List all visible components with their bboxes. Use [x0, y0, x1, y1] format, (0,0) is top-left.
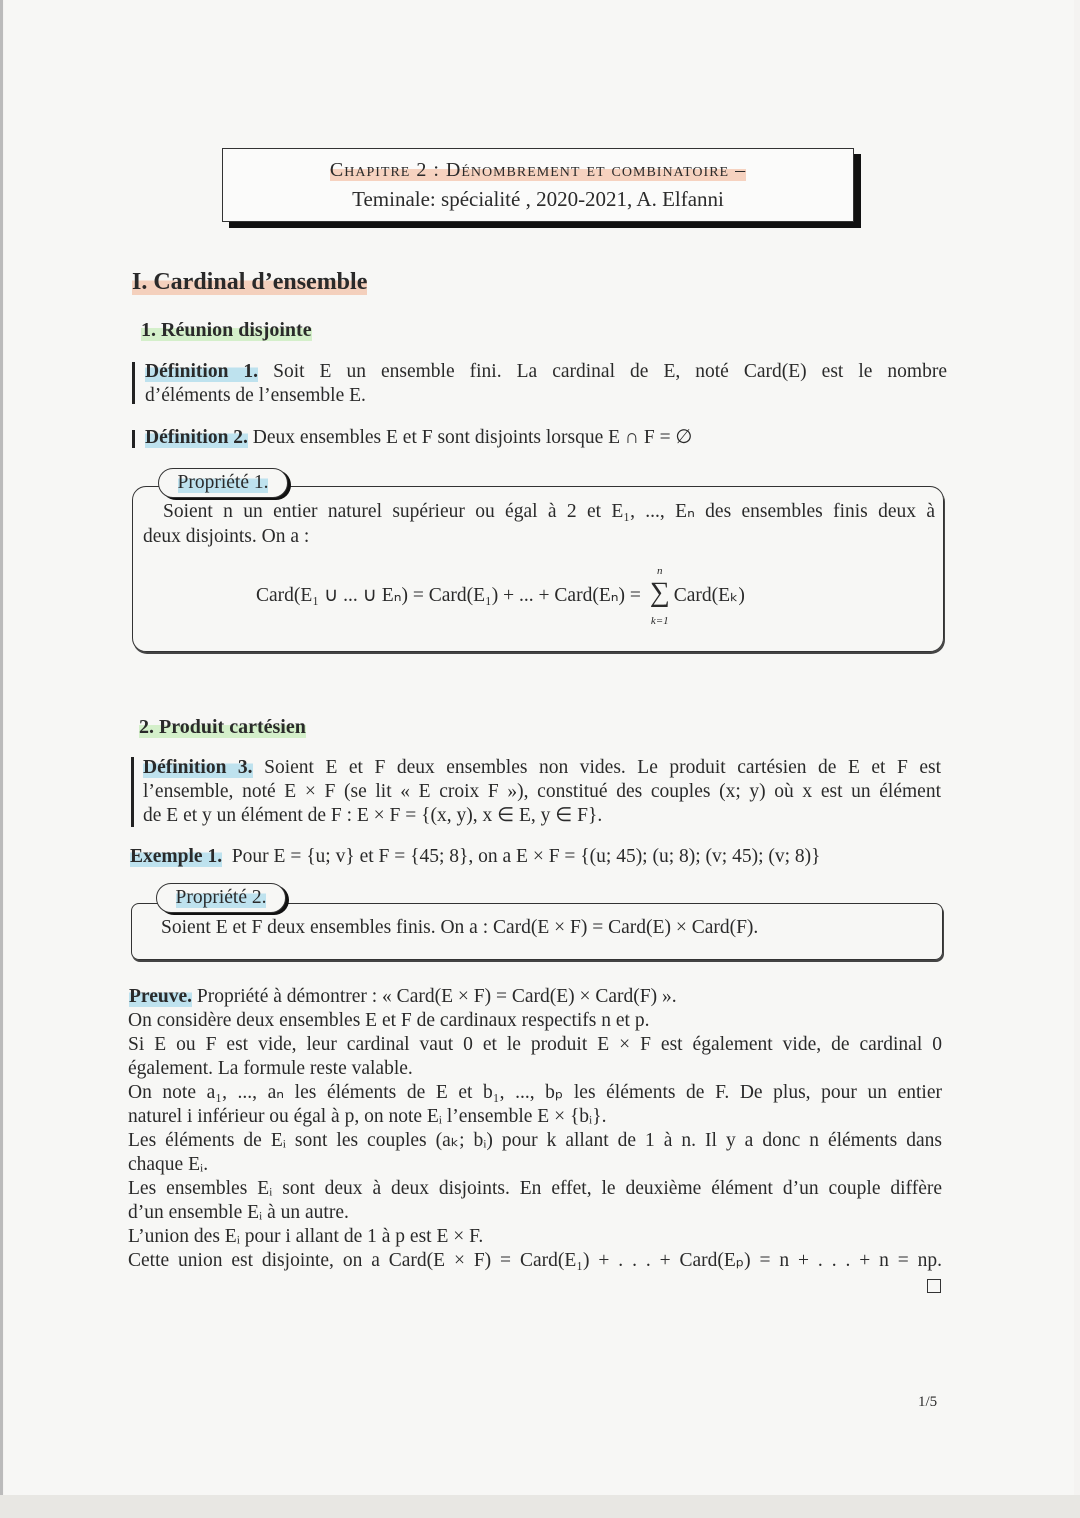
subsection-title	[141, 318, 312, 342]
definition-3-line: de E et y un élément de F : E × F = {(x, y), x ∈ E, y ∈ F}.	[143, 805, 603, 826]
proof-first-line	[129, 985, 677, 1009]
proof-line: également. La formule reste valable.	[128, 1058, 413, 1079]
definition-3-line	[143, 756, 941, 780]
definition-text: Soient E et F deux ensembles non vides. Le produit cartésien de E et F est	[264, 757, 942, 778]
subsection-title-text: 2. Produit cartésien	[139, 716, 306, 738]
property-formula	[256, 565, 745, 627]
property-label-tab	[156, 883, 286, 913]
proof-line: On note a₁, ..., aₙ les éléments de E et b₁, ..., bₚ les éléments de F. De plus, pour un entier	[128, 1082, 942, 1103]
section-title	[132, 270, 367, 294]
definition-1-line	[145, 360, 947, 384]
property-text: Soient E et F deux ensembles finis. On a : Card(E × F) = Card(E) × Card(F).	[161, 917, 759, 938]
definition-bar	[131, 757, 134, 827]
document-page	[4, 0, 1074, 1500]
property-label-tab	[158, 468, 288, 498]
proof-line: L’union des Eᵢ pour i allant de 1 à p est E × F.	[128, 1226, 484, 1247]
property-text-line: deux disjoints. On a :	[143, 526, 310, 547]
proof-line: Les ensembles Eᵢ sont deux à deux disjoints. En effet, le deuxième élément d’un couple diffère	[128, 1178, 942, 1199]
example-label: Exemple 1.	[130, 846, 223, 867]
definition-text: Soit E un ensemble fini. La cardinal de E, noté Card(E) est le nombre	[273, 361, 948, 382]
definition-bar	[132, 430, 135, 448]
definition-bar	[132, 362, 135, 404]
property-text-line: Soient n un entier naturel supérieur ou égal à 2 et E₁, ..., Eₙ des ensembles finis deux à	[163, 501, 935, 522]
definition-text: Deux ensembles E et F sont disjoints lorsque E ∩ F = ∅	[252, 427, 693, 448]
subsection-title-text: 1. Réunion disjointe	[141, 319, 312, 341]
sum-operator	[646, 565, 674, 627]
page-edge	[0, 0, 3, 1518]
proof-line: Cette union est disjointe, on a Card(E × F) = Card(E₁) + . . . + Card(Eₚ) = n + . . . + n = np.	[128, 1250, 942, 1271]
qed-square	[927, 1279, 941, 1293]
formula-tail: Card(Eₖ)	[673, 585, 745, 606]
property-label: Propriété 1.	[177, 472, 269, 493]
definition-2-line	[145, 426, 692, 450]
definition-label: Définition 1.	[145, 361, 259, 382]
chapter-header-box	[222, 148, 854, 222]
proof-line: Les éléments de Eᵢ sont les couples (aₖ; bᵢ) pour k allant de 1 à n. Il y a donc n éléments dans	[128, 1130, 942, 1151]
definition-label: Définition 3.	[143, 757, 253, 778]
proof-label: Preuve.	[129, 986, 192, 1007]
proof-text: Propriété à démontrer : « Card(E × F) = Card(E) × Card(F) ».	[196, 986, 677, 1007]
proof-line: On considère deux ensembles E et F de cardinaux respectifs n et p.	[128, 1010, 650, 1031]
section-title-text: I. Cardinal d’ensemble	[132, 269, 368, 295]
sum-upper-bound: n	[657, 565, 663, 577]
proof-line: Si E ou F est vide, leur cardinal vaut 0 et le produit E × F est également vide, de cardinal 0	[128, 1034, 942, 1055]
proof-line: d’un ensemble Eᵢ à un autre.	[128, 1202, 349, 1223]
page-number: 1/5	[918, 1394, 938, 1410]
definition-1-line: d’éléments de l’ensemble E.	[145, 385, 366, 406]
subsection-title	[139, 715, 306, 739]
definition-label: Définition 2.	[145, 427, 248, 448]
proof-line: chaque Eᵢ.	[128, 1154, 209, 1175]
chapter-subtitle: Teminale: spécialité , 2020-2021, A. Elfanni	[352, 187, 724, 211]
chapter-title-text: Chapitre 2 : Dénombrement et combinatoire –	[329, 159, 747, 181]
sum-lower-bound: k=1	[650, 615, 669, 627]
chapter-title	[223, 159, 853, 182]
sum-symbol: ∑	[649, 577, 670, 608]
formula-text: Card(E₁ ∪ ... ∪ Eₙ) = Card(E₁) + ... + Card(Eₙ) =	[256, 585, 646, 606]
proof-line: naturel i inférieur ou égal à p, on note Eᵢ l’ensemble E × {bᵢ}.	[128, 1106, 607, 1127]
ruler-strip	[0, 1495, 1080, 1518]
definition-3-line: l’ensemble, noté E × F (se lit « E croix F »), constitué des couples (x; y) où x est un élément	[143, 781, 941, 802]
property-label: Propriété 2.	[175, 887, 267, 908]
example-text: Pour E = {u; v} et F = {45; 8}, on a E × F = {(u; 45); (u; 8); (v; 45); (v; 8)}	[231, 846, 821, 867]
example-1	[130, 845, 821, 869]
